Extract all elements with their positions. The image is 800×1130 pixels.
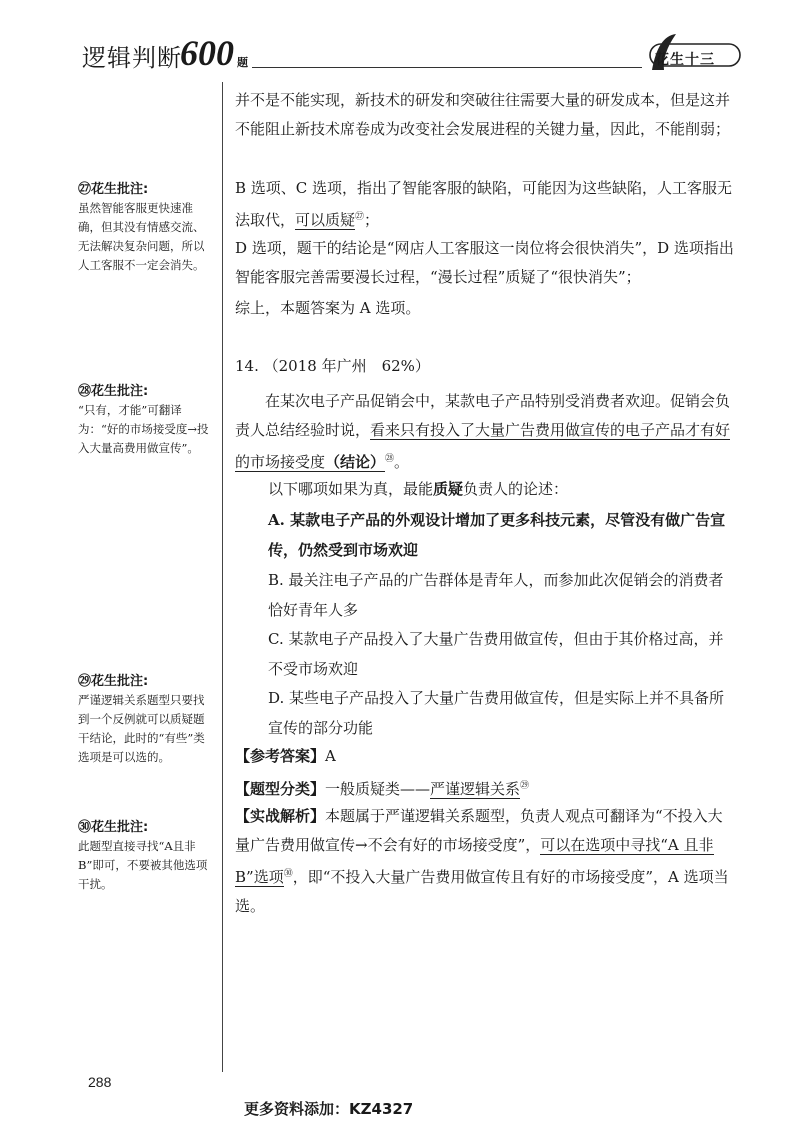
header-rule xyxy=(252,67,642,68)
prompt-keyword: 质疑 xyxy=(433,480,464,498)
side-note-body: 虽然智能客服更快速准确，但其没有情感交流、无法解决复杂问题，所以人工客服不一定会消失。 xyxy=(78,201,205,272)
brand-text: 花生十三 xyxy=(655,52,715,68)
type-label: 【题型分类】 xyxy=(235,780,326,798)
page-number: 288 xyxy=(88,1074,112,1090)
option-a: A. 某款电子产品的外观设计增加了更多科技元素，尽管没有做广告宣传，仍然受到市场欢迎 xyxy=(268,511,726,559)
option-b: B. 最关注电子产品的广告群体是青年人，而参加此次促销会的消费者恰好青年人多 xyxy=(268,571,724,619)
side-note-28 xyxy=(78,380,212,458)
question-prompt xyxy=(268,475,734,504)
side-note-title: ㉗花生批注: xyxy=(78,182,149,197)
prompt-text: 以下哪项如果为真，最能 xyxy=(268,480,434,498)
side-note-body: “只有，才能”可翻译为：“好的市场接受度→投入大量高费用做宣传”。 xyxy=(78,403,209,455)
side-note-30 xyxy=(78,816,212,894)
side-note-title: ㉙花生批注: xyxy=(78,674,149,689)
underlined-phrase: 可以质疑 xyxy=(295,211,356,229)
side-note-body: 此题型直接寻找“A且非B”即可，不要被其他选项干扰。 xyxy=(78,839,208,891)
stem-text: 在某次电子产品促销会中，某款电子产品特别受消费者欢迎。促销会负责人总结经验时说， xyxy=(235,392,731,439)
question-number: 14. xyxy=(235,357,259,375)
option-d: D. 某些电子产品投入了大量广告费用做宣传，但是实际上并不具备所宣传的部分功能 xyxy=(268,689,725,737)
analysis-underlined: 可以在选项中寻找“A 且非 B”选项 xyxy=(235,836,714,886)
side-note-27 xyxy=(78,178,212,275)
answer-value: A xyxy=(325,747,336,765)
analysis-text: ，即“不投入大量广告费用做宣传且有好的市场接受度”，A 选项当选。 xyxy=(235,868,729,915)
answer-line xyxy=(235,742,735,771)
header-title-number: 600 xyxy=(180,33,234,73)
analysis-text: 本题属于严谨逻辑关系题型，负责人观点可翻译为“不投入大量广告费用做宣传→不会有好的市场接受度”， xyxy=(235,807,723,854)
analysis-paragraph xyxy=(235,802,735,921)
margin-divider xyxy=(222,82,223,1072)
analysis-label: 【实战解析】 xyxy=(235,807,326,825)
side-note-title: ㉚花生批注: xyxy=(78,820,149,835)
summary-line: 综上，本题答案为 A 选项。 xyxy=(235,299,421,317)
option-bc-analysis xyxy=(235,174,735,235)
type-underlined: 严谨逻辑关系 xyxy=(430,780,521,798)
note-marker-30: ㉚ xyxy=(283,869,293,879)
footer-promo: 更多资料添加：KZ4327 xyxy=(244,1100,414,1118)
stem-tag: （结论） xyxy=(325,453,386,471)
punctuation: 。 xyxy=(394,453,410,471)
question-stem xyxy=(235,387,735,477)
analysis-text: B 选项、C 选项，指出了智能客服的缺陷，可能因为这些缺陷，人工客服无法取代， xyxy=(235,179,733,229)
note-marker-28: ㉘ xyxy=(385,454,395,464)
question-header xyxy=(235,352,735,381)
question-source: （2018 年广州 62%） xyxy=(263,357,430,375)
option-c: C. 某款电子产品投入了大量广告费用做宣传，但由于其价格过高，并不受市场欢迎 xyxy=(268,630,724,678)
note-marker-29: ㉙ xyxy=(520,781,530,791)
side-note-29 xyxy=(78,670,212,767)
note-marker-27: ㉗ xyxy=(355,212,365,222)
header-title-suffix: 题 xyxy=(237,56,248,69)
answer-label: 【参考答案】 xyxy=(235,747,326,765)
punctuation: ； xyxy=(364,211,380,229)
header-title: 逻辑判断 xyxy=(82,44,182,72)
continuation-paragraph: 并不是不能实现，新技术的研发和突破往往需要大量的研发成本，但是这并不能阻止新技术席卷成为改变社会发展进程的关键力量，因此，不能削弱； xyxy=(235,91,731,138)
type-line xyxy=(235,772,735,804)
side-note-body: 严谨逻辑关系题型只要找到一个反例就可以质疑题干结论，此时的“有些”类选项是可以选的。 xyxy=(78,693,205,764)
option-d-analysis: D 选项，题干的结论是“网店人工客服这一岗位将会很快消失”，D 选项指出智能客服完善需要漫长过程，“漫长过程”质疑了“很快消失”； xyxy=(235,239,734,286)
type-value: 一般质疑类—— xyxy=(325,780,431,798)
prompt-text: 负责人的论述： xyxy=(463,480,569,498)
side-note-title: ㉘花生批注: xyxy=(78,384,149,399)
stem-conclusion: 看来只有投入了大量广告费用做宣传的电子产品才有好的市场接受度 xyxy=(235,421,731,471)
